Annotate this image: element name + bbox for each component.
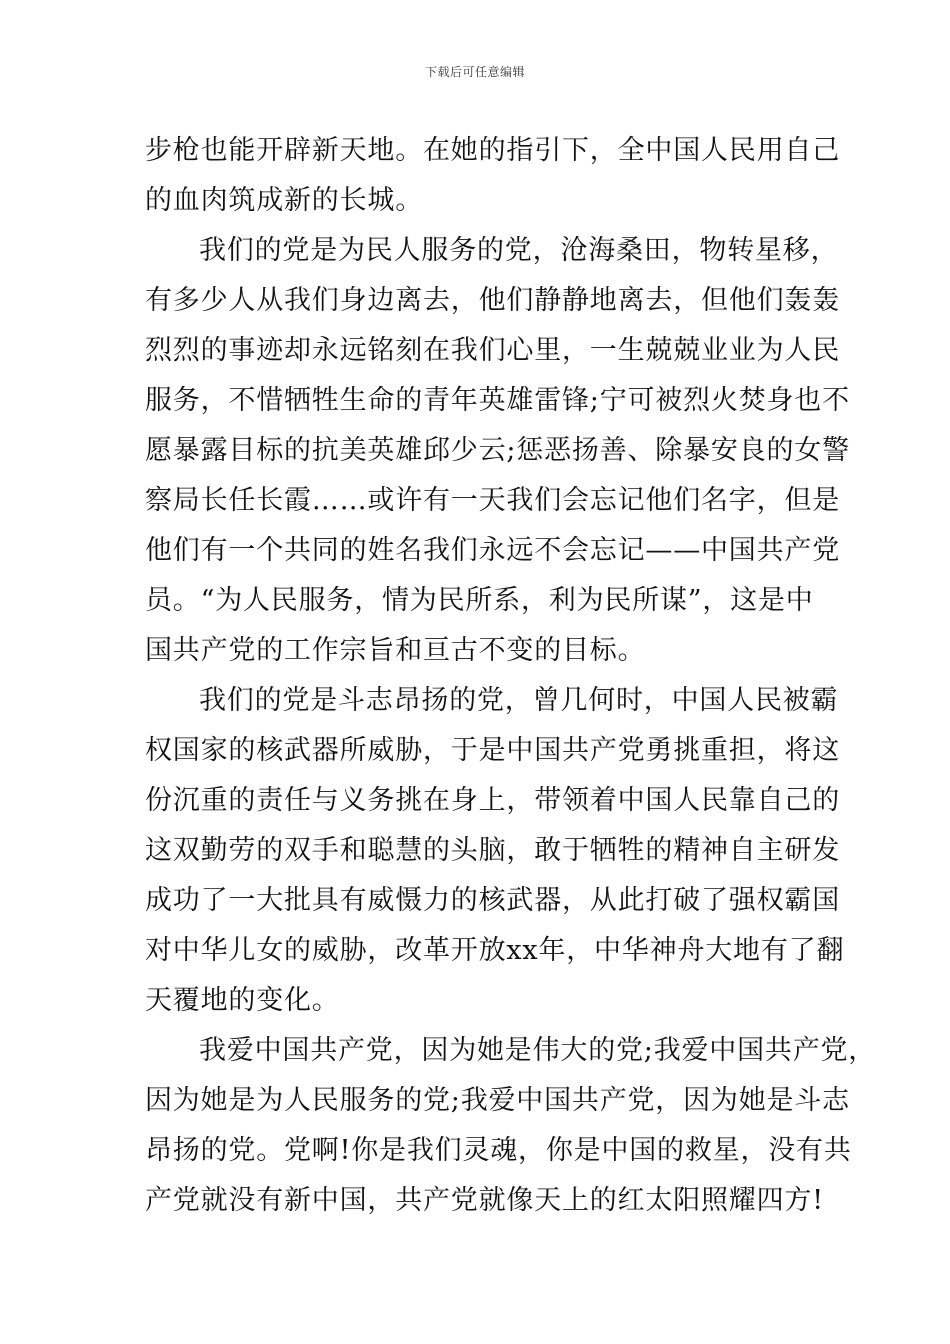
- text-line: 对中华儿女的威胁，改革开放xx年，中华神舟大地有了翻: [145, 935, 845, 966]
- text-line: 有多少人从我们身边离去，他们静静地离去，但他们轰轰: [145, 285, 840, 316]
- text-line: 份沉重的责任与义务挑在身上，带领着中国人民靠自己的: [145, 785, 840, 816]
- text-line: 成功了一大批具有威慑力的核武器，从此打破了强权霸国: [145, 885, 840, 916]
- text-line: 天覆地的变化。: [145, 985, 340, 1016]
- paragraph-start-line: 我爱中国共产党，因为她是伟大的党;我爱中国共产党，: [199, 1035, 877, 1066]
- body-text: [145, 126, 877, 1226]
- page-header: 下载后可任意编辑: [424, 65, 525, 79]
- text-line: 这双勤劳的双手和聪慧的头脑，敢于牺牲的精神自主研发: [145, 835, 840, 866]
- text-line: 的血肉筑成新的长城。: [145, 185, 423, 216]
- text-line: 察局长任长霞……或许有一天我们会忘记他们名字，但是: [145, 485, 840, 516]
- text-line: 他们有一个共同的姓名我们永远不会忘记——中国共产党: [145, 535, 840, 566]
- text-line: 步枪也能开辟新天地。在她的指引下，全中国人民用自己: [145, 135, 840, 166]
- text-line: 员。“为人民服务，情为民所系，利为民所谋”，这是中: [145, 585, 814, 616]
- text-line: 国共产党的工作宗旨和亘古不变的目标。: [145, 635, 646, 666]
- text-line: 愿暴露目标的抗美英雄邱少云;惩恶扬善、除暴安良的女警: [145, 435, 850, 466]
- paragraph-start-line: 我们的党是斗志昂扬的党，曾几何时，中国人民被霸: [199, 685, 839, 716]
- text-line: 烈烈的事迹却永远铭刻在我们心里，一生兢兢业业为人民: [145, 335, 840, 366]
- text-line: 权国家的核武器所威胁，于是中国共产党勇挑重担，将这: [145, 735, 840, 766]
- text-line: 服务，不惜牺牲生命的青年英雄雷锋;宁可被烈火焚身也不: [145, 385, 850, 416]
- text-line: 产党就没有新中国，共产党就像天上的红太阳照耀四方!: [145, 1185, 824, 1216]
- text-line: 因为她是为人民服务的党;我爱中国共产党，因为她是斗志: [145, 1085, 850, 1116]
- text-line: 昂扬的党。党啊!你是我们灵魂，你是中国的救星，没有共: [145, 1135, 852, 1166]
- paragraph-start-line: 我们的党是为民人服务的党，沧海桑田，物转星移，: [199, 235, 839, 266]
